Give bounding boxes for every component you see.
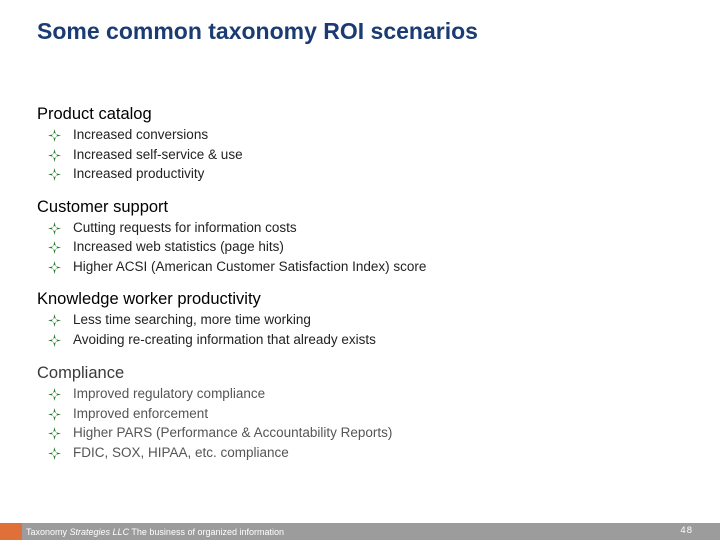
section-heading: Compliance — [37, 364, 125, 382]
diamond-bullet-icon — [48, 129, 61, 142]
list-item — [37, 330, 697, 350]
bullet-text: Increased productivity — [73, 166, 205, 181]
diamond-bullet-icon — [48, 168, 61, 181]
section-heading: Knowledge worker productivity — [37, 290, 261, 308]
diamond-bullet-icon — [48, 447, 61, 460]
diamond-bullet-icon — [48, 408, 61, 421]
list-item — [37, 218, 697, 238]
slide-title: Some common taxonomy ROI scenarios — [37, 18, 478, 44]
bullet-text: Higher PARS (Performance & Accountability Reports) — [73, 425, 393, 440]
list-item — [37, 384, 697, 404]
section-knowledge-worker — [37, 288, 697, 349]
bullet-text: FDIC, SOX, HIPAA, etc. compliance — [73, 444, 289, 460]
diamond-bullet-icon — [48, 261, 61, 274]
section-heading: Customer support — [37, 197, 169, 216]
list-item — [37, 423, 697, 443]
footer-company-prefix: Taxonomy — [26, 527, 70, 537]
diamond-bullet-icon — [48, 427, 61, 440]
section-heading: Product catalog — [37, 105, 152, 123]
bullet-text: Higher ACSI (American Customer Satisfaction Index) score — [73, 258, 427, 274]
diamond-bullet-icon — [48, 149, 61, 162]
list-item — [37, 237, 697, 257]
slide-content — [37, 103, 697, 462]
footer-company-italic: Strategies LLC — [69, 527, 130, 537]
bullet-text: Cutting requests for information costs — [73, 219, 297, 235]
bullet-list — [37, 218, 697, 277]
bullet-list — [37, 125, 697, 184]
bullet-text: Increased self-service & use — [73, 146, 243, 162]
diamond-bullet-icon — [48, 314, 61, 327]
list-item — [37, 145, 697, 165]
list-item — [37, 164, 697, 184]
diamond-bullet-icon — [48, 334, 61, 347]
list-item — [37, 404, 697, 424]
section-product-catalog — [37, 103, 697, 184]
bullet-text: Increased web statistics (page hits) — [73, 239, 284, 254]
bullet-list — [37, 310, 697, 349]
bullet-text: Improved enforcement — [73, 405, 209, 421]
company-logo-icon — [0, 523, 22, 540]
list-item — [37, 125, 697, 145]
page-number: 48 — [680, 525, 693, 536]
diamond-bullet-icon — [48, 388, 61, 401]
bullet-text: Increased conversions — [73, 127, 209, 142]
section-customer-support — [37, 196, 697, 277]
section-compliance — [37, 362, 697, 462]
bullet-list — [37, 384, 697, 462]
list-item — [37, 443, 697, 463]
diamond-bullet-icon — [48, 241, 61, 254]
footer-tagline: The business of organized information — [129, 527, 285, 537]
bullet-text: Avoiding re-creating information that already exists — [73, 331, 376, 347]
list-item — [37, 257, 697, 277]
bullet-text: Less time searching, more time working — [73, 312, 311, 327]
bullet-text: Improved regulatory compliance — [73, 386, 266, 401]
footer-text — [26, 526, 284, 538]
list-item — [37, 310, 697, 330]
footer-bar — [0, 523, 720, 540]
diamond-bullet-icon — [48, 222, 61, 235]
